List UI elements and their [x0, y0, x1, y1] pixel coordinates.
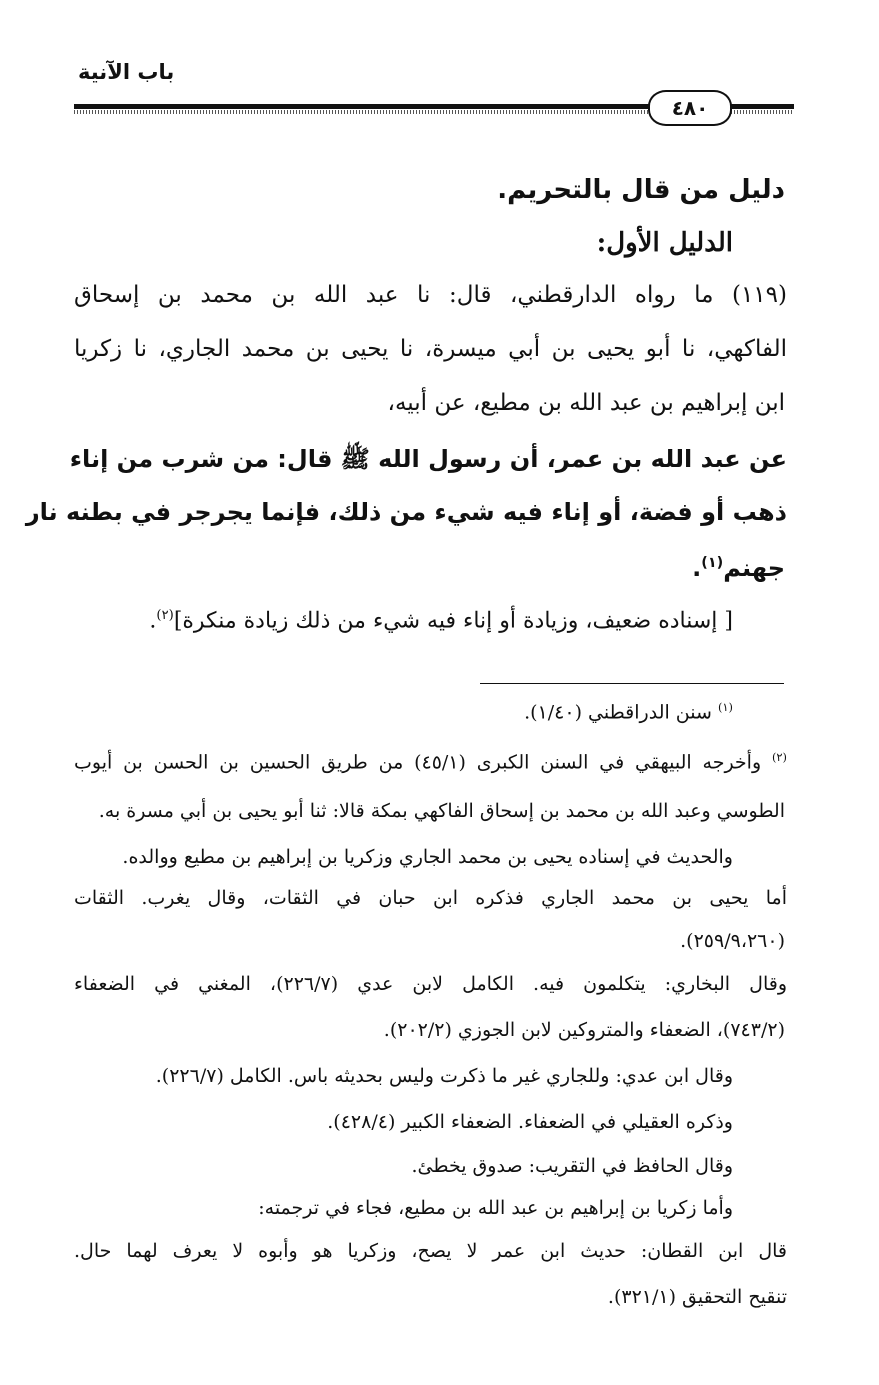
grading-note: [149, 608, 733, 633]
footnote-line: تنقيح التحقيق (٣٢١/١).: [607, 1286, 787, 1308]
footnote-ref-2: (٢): [156, 608, 174, 623]
hadith-last-word: جهنم: [723, 554, 785, 582]
footnote-line: وقال الحافظ في التقريب: صدوق يخطئ.: [411, 1155, 733, 1177]
footnote-line: (٧٤٣/٢)، الضعفاء والمتروكين لابن الجوزي (٢٠٢/٢).: [383, 1019, 785, 1041]
grading-text: [ إسناده ضعيف، وزيادة أو إناء فيه شيء من ذلك زيادة منكرة]: [173, 608, 733, 634]
hadith-end-mark: .: [692, 554, 702, 582]
footnote-line: (٢٥٩/٩،٢٦٠).: [680, 930, 785, 952]
footnote-line: وأما زكريا بن إبراهيم بن عبد الله بن مطيع، فجاء في ترجمته:: [258, 1197, 733, 1219]
isnad-line-2: الفاكهي، نا أبو يحيى بن أبي ميسرة، نا يحيى بن محمد الجاري، نا زكريا: [74, 336, 787, 362]
footnote-2-text: وأخرجه البيهقي في السنن الكبرى (٤٥/١) من طريق الحسين بن الحسن بن أيوب: [74, 751, 762, 774]
grading-end-mark: .: [149, 608, 157, 634]
footnote-line: أما يحيى بن محمد الجاري فذكره ابن حبان في الثقات، وقال يغرب. الثقات: [74, 887, 787, 909]
footnote-line: وقال البخاري: يتكلمون فيه. الكامل لابن عدي (٢٢٦/٧)، المغني في الضعفاء: [74, 973, 787, 995]
isnad-line-1: (١١٩) ما رواه الدارقطني، قال: نا عبد الله بن محمد بن إسحاق: [74, 282, 787, 308]
footnote-separator: [480, 683, 784, 684]
footnote-1: [524, 700, 733, 723]
running-head: باب الآنية: [78, 60, 175, 84]
footnote-line: قال ابن القطان: حديث ابن عمر لا يصح، وزكريا هو وأبوه لا يعرف لهما حال.: [74, 1240, 787, 1262]
isnad-line-3: ابن إبراهيم بن عبد الله بن مطيع، عن أبيه،: [387, 390, 785, 416]
section-heading: دليل من قال بالتحريم.: [497, 175, 785, 205]
footnote-line: وذكره العقيلي في الضعفاء. الضعفاء الكبير (٤٢٨/٤).: [327, 1111, 733, 1133]
hadith-line-3: [692, 554, 785, 582]
footnote-ref-1: (١): [701, 555, 724, 571]
hadith-line-2: ذهب أو فضة، أو إناء فيه شيء من ذلك، فإنما يجرجر في بطنه نار: [25, 498, 787, 526]
footnote-2-marker: (٢): [771, 750, 787, 764]
footnote-line: والحديث في إسناده يحيى بن محمد الجاري وزكريا بن إبراهيم بن مطيع ووالده.: [122, 846, 733, 868]
page-number: ٤٨٠: [648, 90, 732, 126]
footnote-1-marker: (١): [717, 700, 733, 714]
footnote-line: وقال ابن عدي: وللجاري غير ما ذكرت وليس بحديثه باس. الكامل (٢٢٦/٧).: [155, 1065, 733, 1087]
hadith-line-1: عن عبد الله بن عمر، أن رسول الله ﷺ قال: من شرب من إناء: [69, 445, 787, 473]
footnote-2-line-1: [74, 750, 787, 773]
footnote-1-text: سنن الدراقطني (١/٤٠).: [524, 701, 712, 724]
footnote-2-line-2: الطوسي وعبد الله بن محمد بن إسحاق الفاكهي بمكة قالا: ثنا أبو يحيى بن أبي مسرة به.: [98, 800, 785, 822]
subheading: الدليل الأول:: [596, 228, 733, 258]
